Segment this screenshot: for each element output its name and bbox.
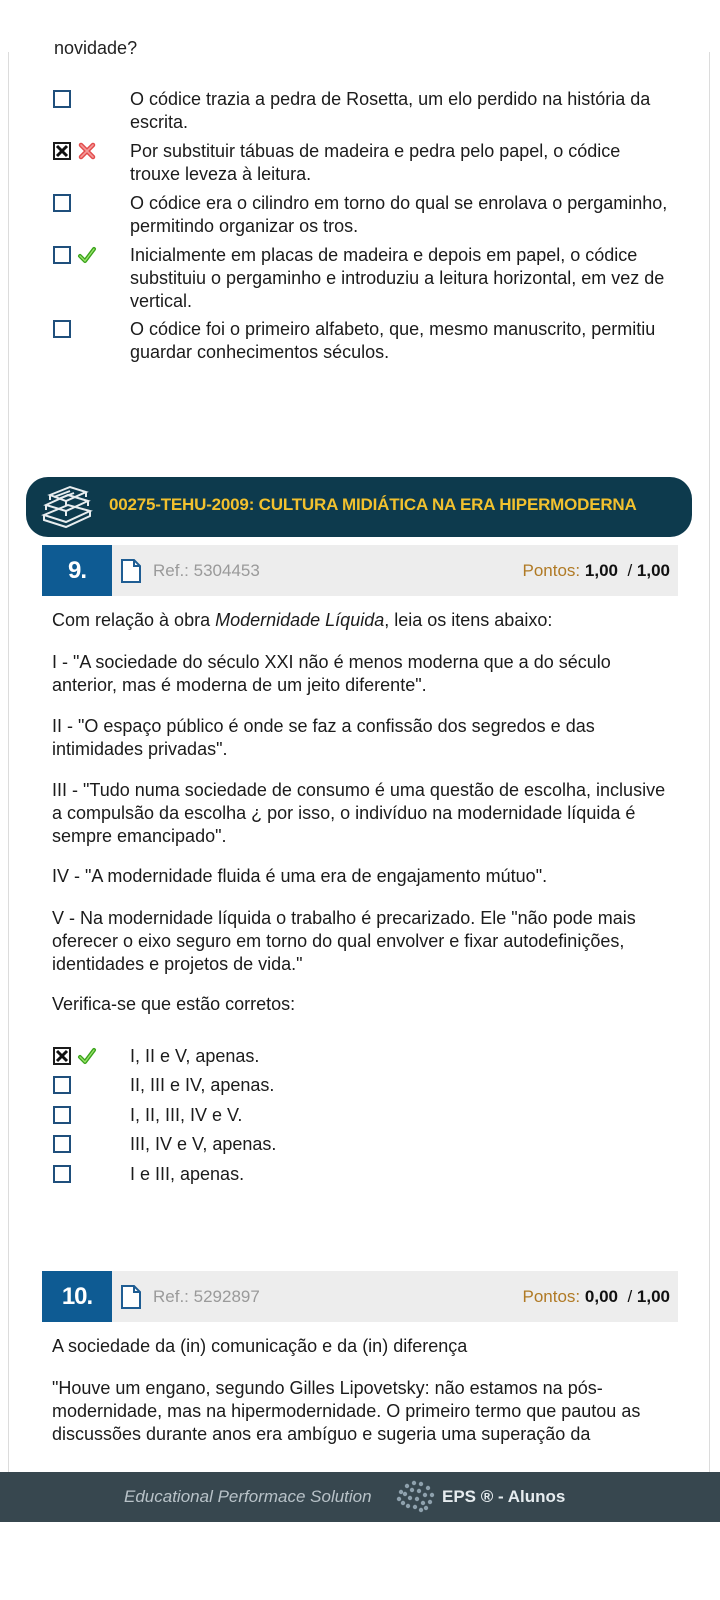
question-ref: Ref.: 5292897 [153, 1287, 260, 1306]
brain-icon [393, 1478, 437, 1516]
course-header [26, 477, 692, 537]
question-points [523, 1287, 671, 1307]
points-label: Pontos: [522, 1287, 581, 1306]
option-text: I, II e V, apenas. [130, 1046, 260, 1066]
option-text: Por substituir tábuas de madeira e pedra pelo papel, o códice trouxe leveza à leitura. [130, 141, 621, 184]
points-total: 1,00 [636, 561, 670, 580]
question-10-header [42, 1271, 678, 1322]
course-title: 00275-TEHU-2009: CULTURA MIDIÁTICA NA ERA HIPERMODERNA [109, 495, 637, 514]
option-text: II, III e IV, apenas. [130, 1075, 275, 1095]
q9-item-3: III - "Tudo numa sociedade de consumo é uma questão de escolha, inclusive a compulsão da escolha ¿ por isso, o indivíduo na modernidade líquida é sempre emancipado". [52, 780, 666, 846]
q9-item-2: II - "O espaço público é onde se faz a confissão dos segredos e das intimidades privadas". [52, 716, 595, 759]
document-icon[interactable] [120, 1285, 142, 1309]
checkbox[interactable] [53, 246, 71, 264]
books-icon [40, 485, 94, 527]
work-title: Modernidade Líquida [215, 610, 385, 630]
intro-text: Com relação à obra [52, 610, 216, 630]
q10-title: A sociedade da (in) comunicação e da (in) diferença [52, 1336, 468, 1356]
option-text: O códice era o cilindro em torno do qual se enrolava o pergaminho, permitindo organizar os tros. [130, 193, 668, 236]
wrong-answer-icon [78, 142, 96, 160]
points-label: Pontos: [522, 561, 581, 580]
points-value: 0,00 [584, 1287, 618, 1306]
checkbox[interactable] [53, 1106, 71, 1124]
checkbox[interactable] [53, 1165, 71, 1183]
option-text: I e III, apenas. [130, 1164, 245, 1184]
checkbox[interactable] [53, 1135, 71, 1153]
q9-prompt: Verifica-se que estão corretos: [52, 994, 296, 1014]
points-separator: / [627, 561, 633, 580]
question-8-tail: novidade? [54, 38, 138, 58]
option-text: O códice foi o primeiro alfabeto, que, mesmo manuscrito, permitiu guardar conhecimentos séculos. [130, 319, 656, 362]
q9-item-5: V - Na modernidade líquida o trabalho é precarizado. Ele "não pode mais oferecer o eixo seguro em torno do qual envolver e fixar autodefinições, identidades e projetos de vida." [52, 908, 636, 974]
points-total: 1,00 [636, 1287, 670, 1306]
correct-answer-icon [78, 246, 96, 264]
checkbox[interactable] [53, 90, 71, 108]
option-text: I, II, III, IV e V. [130, 1105, 243, 1125]
question-number: 9. [42, 545, 112, 596]
option-text: O códice trazia a pedra de Rosetta, um elo perdido na história da escrita. [130, 89, 651, 132]
intro-text: , leia os itens abaixo: [384, 610, 553, 630]
q9-item-1: I - "A sociedade do século XXI não é menos moderna que a do século anterior, mas é moderna de um jeito diferente". [52, 652, 611, 695]
checkbox-checked[interactable] [53, 142, 71, 160]
x-icon [56, 145, 68, 157]
question-number: 10. [42, 1271, 112, 1322]
x-icon [56, 1050, 68, 1062]
checkbox[interactable] [53, 194, 71, 212]
question-points [523, 561, 671, 581]
question-9-header [42, 545, 678, 596]
exam-sheet [8, 38, 710, 1511]
footer-bar [0, 1472, 720, 1522]
points-separator: / [627, 1287, 633, 1306]
question-9-intro [52, 609, 672, 632]
option-text: Inicialmente em placas de madeira e depois em papel, o códice substituiu o pergaminho e introduziu a leitura horizontal, em vez de vertical. [130, 245, 665, 311]
option-text: III, IV e V, apenas. [130, 1134, 277, 1154]
document-icon[interactable] [120, 559, 142, 583]
checkbox-checked[interactable] [53, 1047, 71, 1065]
question-ref: Ref.: 5304453 [153, 561, 260, 580]
correct-answer-icon [78, 1047, 96, 1065]
q10-text: "Houve um engano, segundo Gilles Lipovetsky: não estamos na pós-modernidade, mas na hipermodernidade. O primeiro termo que pautou as discussões durante anos era ambíguo e sugeria uma superação da [52, 1378, 641, 1444]
footer-brand: EPS ® - Alunos [442, 1487, 566, 1506]
footer-slogan: Educational Performace Solution [124, 1487, 372, 1506]
checkbox[interactable] [53, 1076, 71, 1094]
checkbox[interactable] [53, 320, 71, 338]
points-value: 1,00 [584, 561, 618, 580]
q9-item-4: IV - "A modernidade fluida é uma era de engajamento mútuo". [52, 866, 548, 886]
